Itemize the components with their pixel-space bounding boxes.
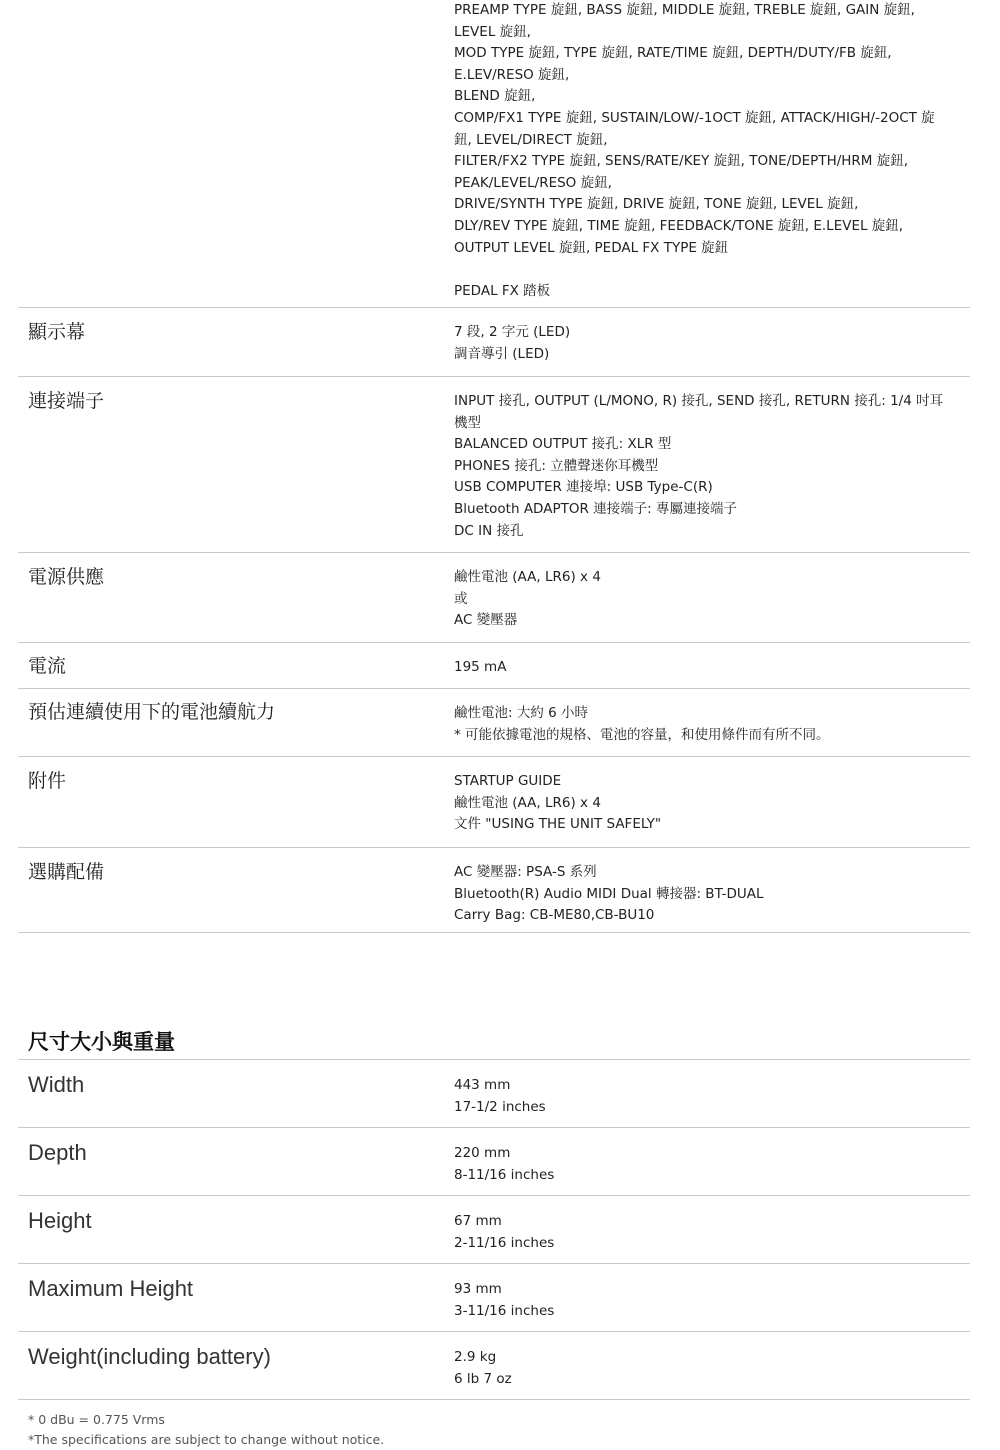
controls-line: BLEND 旋鈕, <box>454 88 536 105</box>
controls-line: PEDAL FX 踏板 <box>454 282 551 299</box>
controls-line: PEAK/LEVEL/RESO 旋鈕, <box>454 174 612 191</box>
dim-value-height <box>454 1211 554 1254</box>
spec-row-connectors <box>18 377 970 553</box>
dim-metric: 220 mm <box>454 1145 511 1161</box>
spec-row-controls <box>18 0 970 308</box>
spec-line: 調音導引 (LED) <box>454 345 550 362</box>
dim-row-max-height <box>18 1264 970 1332</box>
spec-line: DC IN 接孔 <box>454 522 524 539</box>
dim-row-depth <box>18 1128 970 1196</box>
spec-value-accessories <box>454 757 970 836</box>
dim-value-depth <box>454 1143 554 1186</box>
spec-label-battery-life: 預估連續使用下的電池續航力 <box>28 701 276 723</box>
spec-line: Bluetooth(R) Audio MIDI Dual 轉接器: BT-DUAL <box>454 885 764 902</box>
spec-value-current <box>454 643 970 679</box>
spec-line: 鹼性電池 (AA, LR6) x 4 <box>454 794 601 811</box>
spec-line: USB COMPUTER 連接埠: USB Type-C(R) <box>454 479 713 496</box>
spec-table <box>18 0 970 933</box>
dim-label-depth: Depth <box>28 1140 87 1165</box>
dim-imperial: 6 lb 7 oz <box>454 1370 512 1387</box>
dim-label-width: Width <box>28 1072 85 1097</box>
controls-line: DLY/REV TYPE 旋鈕, TIME 旋鈕, FEEDBACK/TONE 旋鈕, E.LEVEL 旋鈕, <box>454 217 904 234</box>
spec-label-current: 電流 <box>28 655 67 677</box>
spec-row-power <box>18 553 970 643</box>
spec-row-options <box>18 848 970 933</box>
footnote-dbu: * 0 dBu = 0.775 Vrms <box>28 1412 165 1427</box>
dim-imperial: 3-11/16 inches <box>454 1302 555 1319</box>
spec-value-display <box>454 308 970 365</box>
controls-line: E.LEV/RESO 旋鈕, <box>454 66 570 83</box>
spec-row-display <box>18 308 970 377</box>
dim-imperial: 8-11/16 inches <box>454 1166 555 1183</box>
controls-line: FILTER/FX2 TYPE 旋鈕, SENS/RATE/KEY 旋鈕, TONE/DEPTH/HRM 旋鈕, <box>454 153 909 170</box>
spec-line: BALANCED OUTPUT 接孔: XLR 型 <box>454 436 672 453</box>
dim-label-height: Height <box>28 1208 92 1233</box>
dim-row-weight <box>18 1332 970 1400</box>
dimensions-heading: 尺寸大小與重量 <box>28 1030 175 1054</box>
spec-label-connectors: 連接端子 <box>28 390 105 412</box>
dimensions-table <box>18 1059 970 1400</box>
spec-line: Carry Bag: CB-ME80,CB-BU10 <box>454 907 655 924</box>
dim-value-width <box>454 1075 546 1118</box>
dim-label-weight: Weight(including battery) <box>28 1344 271 1369</box>
dim-value-weight <box>454 1347 512 1390</box>
spec-label-display: 顯示幕 <box>28 321 86 343</box>
footnote-notice: *The specifications are subject to change without notice. <box>28 1432 385 1447</box>
dim-metric: 67 mm <box>454 1213 502 1229</box>
controls-line: OUTPUT LEVEL 旋鈕, PEDAL FX TYPE 旋鈕 <box>454 239 729 256</box>
spec-line: 或 <box>454 590 468 607</box>
spec-line: 鹼性電池: 大約 6 小時 <box>454 705 589 721</box>
dim-metric: 443 mm <box>454 1077 511 1093</box>
dim-row-height <box>18 1196 970 1264</box>
spec-line: PHONES 接孔: 立體聲迷你耳機型 <box>454 457 659 474</box>
controls-line: COMP/FX1 TYPE 旋鈕, SUSTAIN/LOW/-1OCT 旋鈕, ATTACK/HIGH/-2OCT 旋 <box>454 109 935 126</box>
controls-line: PREAMP TYPE 旋鈕, BASS 旋鈕, MIDDLE 旋鈕, TREBLE 旋鈕, GAIN 旋鈕, <box>454 2 915 18</box>
spec-row-battery-life <box>18 689 970 757</box>
dim-imperial: 17-1/2 inches <box>454 1098 546 1115</box>
spec-line: 機型 <box>454 414 481 431</box>
spec-line: INPUT 接孔, OUTPUT (L/MONO, R) 接孔, SEND 接孔, RETURN 接孔: 1/4 吋耳 <box>454 393 944 409</box>
spec-line: AC 變壓器: PSA-S 系列 <box>454 864 597 880</box>
spec-line: * 可能依據電池的規格、電池的容量，和使用條件而有所不同。 <box>454 726 830 743</box>
spec-label-options: 選購配備 <box>28 861 105 883</box>
spec-value-battery-life <box>454 689 970 746</box>
footnotes <box>28 1410 384 1450</box>
spec-row-accessories <box>18 757 970 848</box>
spec-value-power <box>454 553 970 632</box>
controls-line: DRIVE/SYNTH TYPE 旋鈕, DRIVE 旋鈕, TONE 旋鈕, LEVEL 旋鈕, <box>454 196 859 213</box>
dim-row-width <box>18 1060 970 1128</box>
dim-value-max-height <box>454 1279 554 1322</box>
spec-line: 文件 "USING THE UNIT SAFELY" <box>454 816 662 833</box>
spec-value-connectors <box>454 377 970 542</box>
dim-imperial: 2-11/16 inches <box>454 1234 555 1251</box>
spec-label-power: 電源供應 <box>28 566 105 588</box>
dim-metric: 2.9 kg <box>454 1349 497 1365</box>
controls-spacer <box>454 259 970 281</box>
controls-line: 鈕, LEVEL/DIRECT 旋鈕, <box>454 131 608 148</box>
spec-line: 鹼性電池 (AA, LR6) x 4 <box>454 569 601 585</box>
controls-line: MOD TYPE 旋鈕, TYPE 旋鈕, RATE/TIME 旋鈕, DEPTH/DUTY/FB 旋鈕, <box>454 45 892 62</box>
spec-line: 195 mA <box>454 659 507 675</box>
controls-line: LEVEL 旋鈕, <box>454 23 531 40</box>
spec-value-options <box>454 848 970 927</box>
spec-line: 7 段, 2 字元 (LED) <box>454 324 571 340</box>
spec-line: AC 變壓器 <box>454 612 518 629</box>
spec-line: STARTUP GUIDE <box>454 773 562 789</box>
spec-row-current <box>18 643 970 689</box>
spec-value-controls <box>454 0 970 302</box>
spec-label-accessories: 附件 <box>28 770 67 792</box>
dim-metric: 93 mm <box>454 1281 502 1297</box>
dim-label-max-height: Maximum Height <box>28 1276 194 1301</box>
spec-line: Bluetooth ADAPTOR 連接端子: 專屬連接端子 <box>454 500 737 517</box>
